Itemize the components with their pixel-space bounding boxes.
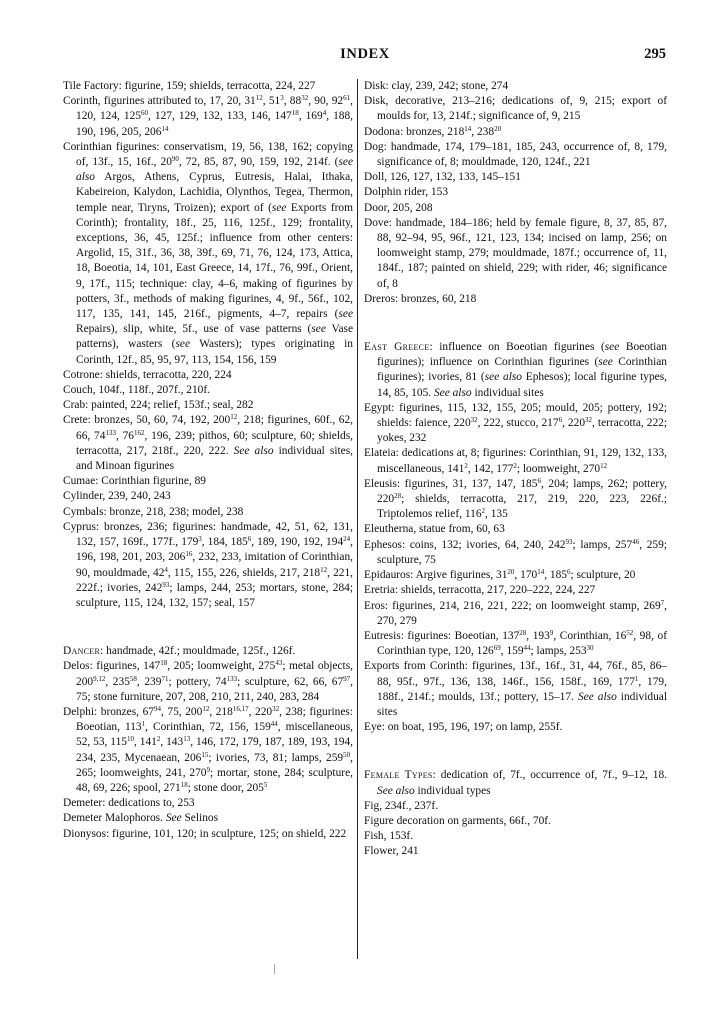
- index-entry: Cumae: Corinthian figurine, 89: [63, 475, 206, 488]
- index-entry: Cymbals: bronze, 218, 238; model, 238: [63, 505, 244, 518]
- binding-mark: [274, 964, 275, 974]
- index-entry: Flower, 241: [364, 845, 419, 858]
- index-entry: Dionysos: figurine, 101, 120; in sculpture, 125; on shield, 222: [63, 827, 347, 840]
- index-column-right: [364, 79, 667, 860]
- index-entry: Female Types: dedication of, 7f., occurrence of, 7f., 9–12, 18. See also individual types: [364, 769, 668, 797]
- index-entry: Fish, 153f.: [364, 830, 414, 843]
- index-entry: Cotrone: shields, terracotta, 220, 224: [63, 368, 232, 381]
- index-entry: Fig, 234f., 237f.: [364, 799, 439, 812]
- index-entry: Cylinder, 239, 240, 243: [63, 490, 171, 503]
- index-entry: Corinth, figurines attributed to, 17, 20, $31^{12}$, $51^3$, $88^{32}$, 90, $92^{61}$, 120, 124, $125^{60}$, 127, 129, 132, 133, 146, $147^{18}$, $169^4$, 188, 190, 196, 205, $206^{14}$: [63, 94, 354, 138]
- index-entry: Disk: clay, 239, 242; stone, 274: [364, 80, 509, 92]
- index-entry: Egypt: figurines, 115, 132, 155, 205; mould, 205; pottery, 192; shields: faience, $220^{32}$, 222, stucco, $217^6$, $220^{32}$, terracotta, 222; yokes, 232: [364, 401, 668, 445]
- index-entry: Exports from Corinth: figurines, 13f., 16f., 31, 44, 76f., 85, 86–88, 95f., 97f., 136, 138, 146f., 156, 158f., 169, $177^1$, 179, 188f., 214f.; moulds, 13f.; pottery, 15–17. See also individual sites: [364, 660, 667, 718]
- index-entry: Epidauros: Argive figurines, $31^{20}$, $170^{14}$, $185^6$; sculpture, 20: [364, 568, 636, 582]
- index-entry: Eye: on boat, 195, 196, 197; on lamp, 255f.: [364, 721, 563, 734]
- index-entry: Dove: handmade, 184–186; held by female figure, 8, 37, 85, 87, 88, 92–94, 95, 96f., 121, 123, 134; incised on lamp, 256; on loomweight stamp, 279; mouldmade, 187f.; occurrence of, 11, 184f., 187; painted on shield, 229; with rider, 46; significance of, 8: [364, 216, 667, 290]
- index-entry: Figure decoration on garments, 66f., 70f.: [364, 814, 551, 827]
- page-title: INDEX: [340, 46, 390, 62]
- index-entry: Demeter Malophoros. See Selinos: [63, 812, 219, 825]
- section-gap: [364, 307, 667, 340]
- section-gap: [364, 735, 667, 768]
- index-entry: Dog: handmade, 174, 179–181, 185, 243, occurrence of, 8, 179, significance of, 8; mouldmade, 120, 124f., 221: [364, 140, 667, 169]
- index-entry: Dodona: bronzes, $218^{14}$, $238^{20}$: [364, 124, 502, 138]
- index-entry: Elateia: dedications at, 8; figurines: Corinthian, 91, 129, 132, 133, miscellaneous, $141^2$, 142, $177^2$; loomweight, $270^{12}$: [364, 447, 667, 475]
- index-entry: East Greece: influence on Boeotian figurines (see Boeotian figurines); influence on Corinthian figurines (see Corinthian figurines); ivories, 81 (see also Ephesos); local figurine types, 14, 85, 105. See also individual sites: [364, 341, 667, 399]
- index-entry: Ephesos: coins, 132; ivories, 64, 240, $242^{93}$; lamps, $257^{46}$, 259; sculpture, 75: [364, 537, 667, 566]
- index-entry: Eros: figurines, 214, 216, 221, 222; on loomweight stamp, $269^7$, 270, 279: [364, 598, 667, 627]
- page-header: [64, 46, 666, 68]
- index-entry: Cyprus: bronzes, 236; figurines: handmade, 42, 51, 62, 131, 132, 157, 169f., 177f., $179^3$, 184, $185^6$, 189, 190, 192, $194^{24}$, 196, 198, 201, 203, $206^{16}$, 232, 233, imitation of Corinthian, 90, mouldmade, $42^4$, 115, 155, 226, shields, 217, $218^{12}$, 221, 222f.; ivories, $242^{93}$; lamps, 244, 253; mortars, stone, 284; sculpture, 115, 124, 132, 157; seal, 157: [63, 520, 354, 609]
- index-column-left: [63, 79, 353, 842]
- page-number: 295: [644, 46, 666, 62]
- index-entry: Delos: figurines, $147^{18}$, 205; loomweight, $275^{43}$; metal objects, 200$^{9,12}$, $235^{58}$, $239^{71}$; pottery, $74^{133}$; sculpture, 62, 66, $67^{97}$, 75; stone furniture, 207, 208, 210, 211, 240, 283, 284: [63, 659, 354, 703]
- index-entry: Eleusis: figurines, 31, 137, 147, $185^6$, 204; lamps, 262; pottery, $220^{28}$; shields, terracotta, 217, 219, 220, 223, 226f.; Triptolemos relief, $116^2$, 135: [364, 476, 668, 521]
- index-entry: Crete: bronzes, 50, 60, 74, 192, $200^{12}$, 218; figurines, 60f., 62, 66, $74^{133}$, $76^{162}$, 196, 239; pithos, 60; sculpture, 60; shields, terracotta, 217, 218f., 220, 222. See also individual sites, and Minoan figurines: [63, 413, 353, 473]
- index-entry: Dancer: handmade, 42f.; mouldmade, 125f., 126f.: [63, 645, 296, 658]
- index-entry: Eutresis: figurines: Boeotian, $137^{28}$, $193^9$, Corinthian, $16^{52}$, 98, of Corinthian type, 120, $126^{69}$, $159^{44}$; lamps, $253^{30}$: [364, 628, 667, 658]
- index-entry: Couch, 104f., 118f., 207f., 210f.: [63, 384, 211, 397]
- index-entry: Disk, decorative, 213–216; dedications of, 9, 215; export of moulds for, 13, 214f.; significance of, 9, 215: [364, 95, 667, 123]
- section-gap: [63, 611, 353, 644]
- index-entry: Delphi: bronzes, $67^{94}$, 75, $200^{12}$, 218$^{16,17}$, $220^{32}$, 238; figurines: Boeotian, $113^1$, Corinthian, 72, 156, $159^{44}$, miscellaneous, 52, 53, $115^{10}$, $141^2$, $143^{13}$, 146, 172, 179, 187, 189, 193, 194, 234, 235, Mycenaean, $206^{15}$; ivories, 73, 81; lamps, $259^{50}$, 265; loomweights, 241, $270^9$; mortar, stone, 284; sculpture, 48, 69, 226; spool, $271^{18}$; stone door, $205^5$: [63, 704, 354, 794]
- index-entry: Corinthian figurines: conservatism, 19, 56, 138, 162; copying of, 13f., 15, 16f., $20^{90}$, 72, 85, 87, 90, 159, 192, 214f. (see also Argos, Athens, Cyprus, Eutresis, Halai, Ithaka, Kabeireion, Kalydon, Lachidia, Olynthos, Tegea, Thermon, temple near, Tiryns, Troizen); export of (see Exports from Corinth); frontality, 18f., 25, 116, 125f., 129; frontality, exceptions, 36, 45, 125f.; influence from other centers: Argolid, 15, 31f., 36, 38, 39f., 69, 71, 76, 124, 173, Attica, 18, Boeotia, 14, 101, East Greece, 14, 17f., 76, 99f., Orient, 9, 17f., 115; technique: clay, 4–6, making of figurines by potters, 3f., methods of making figurines, 4, 9f., 56f., 102, 117, 135, 141, 145, 216f., pigments, 4–7, repairs (see Repairs), slip, white, 5f., use of vase patterns (see Vase patterns), wasters (see Wasters); types originating in Corinth, 12f., 85, 95, 97, 113, 154, 156, 159: [63, 140, 354, 366]
- index-entry: Tile Factory: figurine, 159; shields, terracotta, 224, 227: [63, 80, 316, 92]
- index-entry: Doll, 126, 127, 132, 133, 145–151: [364, 171, 521, 184]
- index-entry: Dreros: bronzes, 60, 218: [364, 292, 477, 305]
- column-divider: [357, 79, 358, 959]
- index-entry: Door, 205, 208: [364, 201, 433, 214]
- index-entry: Crab: painted, 224; relief, 153f.; seal, 282: [63, 399, 254, 412]
- index-entry: Dolphin rider, 153: [364, 186, 449, 199]
- index-entry: Eretria: shields, terracotta, 217, 220–222, 224, 227: [364, 584, 596, 597]
- index-entry: Eleutherna, statue from, 60, 63: [364, 523, 505, 536]
- index-entry: Demeter: dedications to, 253: [63, 797, 195, 810]
